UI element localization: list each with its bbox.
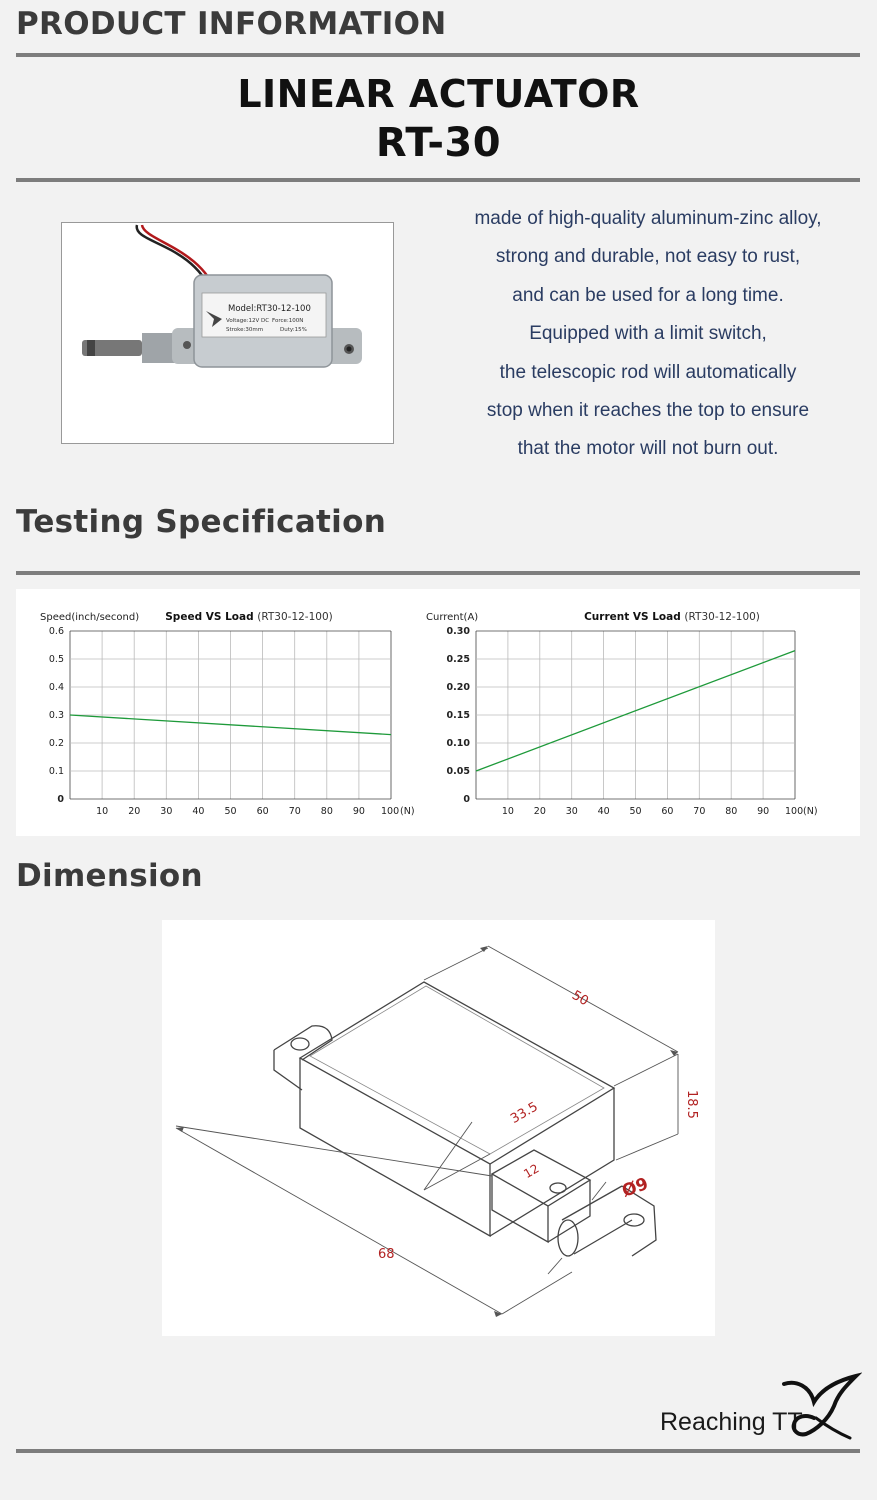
x-tick-label: 90: [352, 806, 365, 817]
y-tick-label: 0.25: [446, 654, 470, 665]
x-tick-label: 100: [785, 806, 804, 817]
y-tick-label: 0: [57, 794, 64, 805]
charts-panel: [16, 589, 860, 836]
x-tick-label: 50: [629, 806, 642, 817]
x-tick-label: 70: [288, 806, 301, 817]
x-axis-label: (N): [400, 806, 415, 817]
divider: [16, 178, 860, 182]
section-title-product-information: PRODUCT INFORMATION: [16, 6, 447, 42]
x-tick-label: 30: [160, 806, 173, 817]
description-line: made of high-quality aluminum-zinc alloy,: [474, 208, 822, 229]
dim-label-50: 50: [569, 987, 591, 1010]
description-line: stop when it reaches the top to ensure: [486, 399, 810, 421]
y-tick-label: 0.10: [446, 738, 470, 749]
description-line: strong and durable, not easy to rust,: [495, 246, 801, 268]
product-title: LINEAR ACTUATOR: [237, 72, 640, 116]
product-model: RT-30: [375, 120, 502, 166]
y-tick-label: 0.2: [48, 738, 64, 749]
description-line: that the motor will not burn out.: [517, 438, 779, 460]
x-axis-label: (N): [803, 806, 818, 817]
x-tick-label: 30: [565, 806, 578, 817]
dim-label-12: 12: [521, 1161, 542, 1182]
brand-name: Reaching TT: [660, 1408, 803, 1436]
x-tick-label: 100: [381, 806, 400, 817]
dim-label-rod-diameter: Ø9: [619, 1173, 652, 1202]
description-line: and can be used for a long time.: [512, 284, 784, 306]
dimension-drawing: [162, 920, 715, 1336]
product-label-force: Force:100N: [272, 318, 304, 324]
chart-title-model: (RT30-12-100): [257, 611, 333, 623]
y-tick-label: 0.4: [48, 682, 64, 693]
x-tick-label: 50: [224, 806, 237, 817]
y-tick-label: 0.20: [446, 682, 470, 693]
chart-title-main: Current VS Load: [584, 611, 685, 623]
x-tick-label: 40: [192, 806, 205, 817]
y-tick-label: 0.1: [48, 766, 64, 777]
y-tick-label: 0.6: [48, 626, 64, 637]
x-tick-label: 20: [128, 806, 141, 817]
x-tick-label: 20: [533, 806, 546, 817]
x-tick-label: 70: [693, 806, 706, 817]
y-tick-label: 0: [463, 794, 470, 805]
product-label-duty: Duty:15%: [280, 327, 307, 333]
x-tick-label: 60: [661, 806, 674, 817]
divider: [16, 1449, 860, 1453]
product-photo: [61, 222, 394, 444]
divider: [16, 571, 860, 575]
x-tick-label: 10: [501, 806, 514, 817]
y-tick-label: 0.15: [446, 710, 470, 721]
dim-label-18-5: 18.5: [684, 1090, 699, 1119]
product-description: [420, 200, 876, 469]
y-axis-label: Current(A): [426, 612, 479, 623]
y-tick-label: 0.3: [48, 710, 64, 721]
chart-title: [584, 611, 760, 623]
section-title-testing: Testing Specification: [16, 504, 387, 540]
y-tick-label: 0.5: [48, 654, 64, 665]
divider: [16, 53, 860, 57]
x-tick-label: 40: [597, 806, 610, 817]
product-label-voltage: Voltage:12V DC: [226, 318, 270, 324]
brand-logo-icon: [776, 1372, 862, 1444]
product-label-stroke: Stroke:30mm: [226, 327, 264, 333]
current-vs-load-chart: [16, 589, 860, 836]
x-tick-label: 90: [757, 806, 770, 817]
x-tick-label: 10: [96, 806, 109, 817]
chart-title-main: Speed VS Load: [165, 611, 258, 623]
description-line: the telescopic rod will automatically: [499, 361, 797, 383]
dim-label-68: 68: [378, 1247, 395, 1262]
x-tick-label: 80: [320, 806, 333, 817]
x-tick-label: 60: [256, 806, 269, 817]
description-line: Equipped with a limit switch,: [529, 323, 767, 345]
y-tick-label: 0.05: [446, 766, 470, 777]
y-tick-label: 0.30: [446, 626, 470, 637]
section-title-dimension: Dimension: [16, 858, 203, 894]
product-label-model: Model:RT30-12-100: [228, 304, 311, 314]
dim-label-33-5: 33.5: [508, 1099, 541, 1127]
x-tick-label: 80: [725, 806, 738, 817]
y-axis-label: Speed(inch/second): [40, 612, 140, 623]
chart-title-model: (RT30-12-100): [684, 611, 760, 623]
